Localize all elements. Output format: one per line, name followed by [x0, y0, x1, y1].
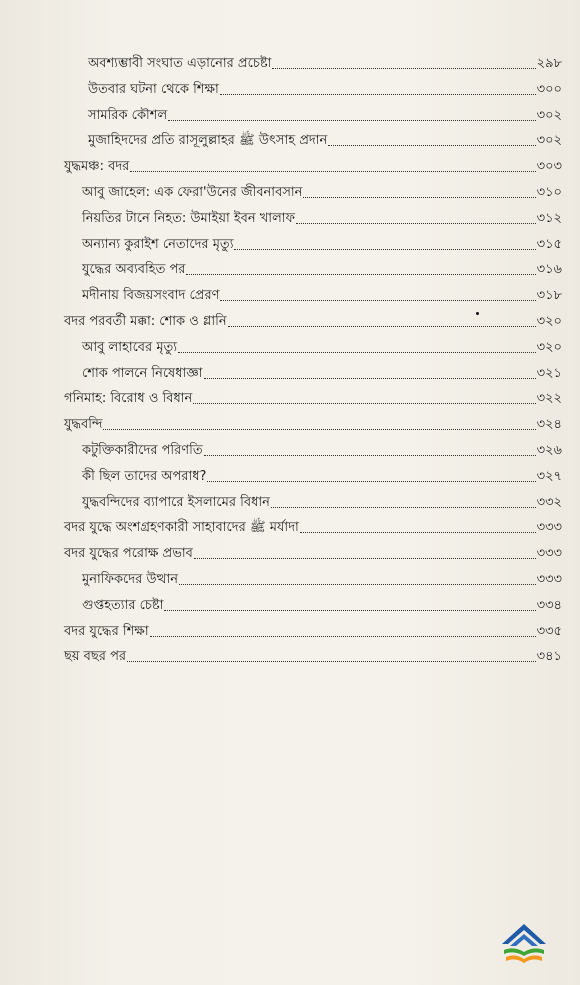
- toc-entry-title: যুদ্ধবন্দি: [64, 417, 103, 433]
- toc-dot-leader: [179, 584, 536, 585]
- toc-dot-leader: [303, 197, 535, 198]
- toc-entry-title: নিয়তির টানে নিহত: উমাইয়া ইবন খালাফ: [82, 210, 296, 226]
- toc-entry-page-number: ৩২৭: [536, 468, 562, 484]
- toc-entry-title: অন্যান্য কুরাইশ নেতাদের মৃত্যু: [82, 236, 234, 252]
- toc-entry-page-number: ৩৩৪: [536, 597, 562, 613]
- toc-entry-title: যুদ্ধের অব্যবহিত পর: [82, 262, 186, 278]
- toc-entry-title: যুদ্ধমঞ্চ: বদর: [64, 159, 130, 175]
- toc-entry-title: বদর পরবর্তী মক্কা: শোক ও গ্লানি: [64, 314, 227, 329]
- toc-entry: [82, 459, 562, 485]
- toc-entry: [88, 98, 562, 124]
- toc-entry-title: কটুক্তিকারীদের পরিণতি: [82, 443, 203, 458]
- toc-dot-leader: [103, 429, 535, 430]
- toc-entry: [82, 433, 562, 459]
- toc-entry-page-number: ৩২০: [536, 339, 562, 355]
- toc-dot-leader: [127, 661, 536, 662]
- toc-entry-title: বদর যুদ্ধের শিক্ষা: [64, 623, 149, 639]
- toc-dot-leader: [204, 455, 536, 456]
- toc-dot-leader: [178, 352, 536, 353]
- toc-entry-title: গুপ্তহত্যার চেষ্টা: [82, 597, 164, 613]
- toc-entry: [82, 562, 562, 588]
- publisher-logo-icon: [498, 920, 550, 968]
- toc-dot-leader: [164, 610, 535, 611]
- toc-entry-page-number: ৩৩৩: [536, 520, 562, 536]
- toc-dot-leader: [168, 120, 536, 121]
- toc-entry-page-number: ৩২৪: [536, 417, 562, 433]
- toc-entry-page-number: ৩১২: [536, 210, 562, 226]
- toc-entry: [82, 485, 562, 511]
- toc-entry-title: কী ছিল তাদের অপরাধ?: [82, 468, 207, 484]
- toc-entry-title: মদীনায় বিজয়সংবাদ প্রেরণ: [82, 288, 220, 304]
- toc-dot-leader: [193, 403, 535, 404]
- ink-speck: [476, 312, 479, 315]
- toc-entry-page-number: ৩৩৩: [536, 572, 562, 587]
- toc-dot-leader: [271, 507, 536, 508]
- toc-dot-leader: [272, 68, 535, 69]
- toc-entry: [82, 356, 562, 382]
- toc-entry-title: ছয় বছর পর: [64, 649, 127, 665]
- toc-dot-leader: [220, 300, 535, 301]
- toc-dot-leader: [296, 223, 536, 224]
- toc-entry-title: সামরিক কৌশল: [88, 107, 168, 123]
- logo-book-bottom-shape: [506, 955, 542, 963]
- toc-entry-title: মুজাহিদদের প্রতি রাসূলুল্লাহর ﷺ উৎসাহ প্রদান: [88, 133, 328, 149]
- toc-entry-title: আবু জাহেল: এক ফেরা'উনের জীবনাবসান: [82, 185, 303, 200]
- toc-dot-leader: [220, 94, 536, 95]
- toc-entry: [64, 149, 562, 175]
- toc-dot-leader: [328, 145, 535, 146]
- toc-entry: [64, 407, 562, 433]
- toc-entry-page-number: ৩৩৫: [536, 623, 562, 639]
- toc-dot-leader: [194, 558, 536, 559]
- logo-book-top-shape: [504, 948, 544, 956]
- toc-entry-title: শোক পালনে নিষেধাজ্ঞা: [82, 365, 203, 381]
- toc-entry: [64, 639, 562, 665]
- toc-entry-title: মুনাফিকদের উত্থান: [82, 572, 179, 587]
- toc-dot-leader: [130, 171, 535, 172]
- toc-entry-title: বদর যুদ্ধে অংশগ্রহণকারী সাহাবাদের ﷺ মর্যাদা: [64, 520, 299, 536]
- toc-entry-page-number: ৩২০: [536, 314, 562, 329]
- toc-dot-leader: [186, 274, 535, 275]
- toc-entry: [64, 510, 562, 536]
- toc-entry-page-number: ৩০২: [536, 133, 562, 149]
- toc-entry: [88, 123, 562, 149]
- toc-entry-page-number: ৩১৮: [536, 288, 562, 304]
- toc-dot-leader: [204, 378, 536, 379]
- toc-dot-leader: [207, 481, 535, 482]
- toc-dot-leader: [234, 249, 535, 250]
- toc-entry-page-number: ৩২১: [536, 365, 562, 381]
- toc-entry-title: যুদ্ধবন্দিদের ব্যাপারে ইসলামের বিধান: [82, 494, 270, 510]
- toc-entry-title: অবশ্যম্ভাবী সংঘাত এড়ানোর প্রচেষ্টা: [88, 56, 272, 71]
- toc-entry: [82, 201, 562, 227]
- toc-entry-page-number: ৩২২: [536, 391, 562, 407]
- toc-entry: [82, 278, 562, 304]
- toc-entry-page-number: ৩২৬: [536, 443, 562, 458]
- toc-entry: [82, 252, 562, 278]
- toc-entry-page-number: ৩১৬: [536, 262, 562, 278]
- toc-entry-page-number: ৩৩৩: [536, 546, 562, 562]
- toc-entry-title: আবু লাহাবের মৃত্যু: [82, 339, 178, 355]
- toc-entry-page-number: ৩০০: [536, 81, 562, 97]
- toc-entry-title: উতবার ঘটনা থেকে শিক্ষা: [88, 81, 219, 97]
- toc-dot-leader: [300, 532, 536, 533]
- toc-entry: [82, 330, 562, 356]
- toc-entry: [64, 304, 562, 330]
- toc-entry-page-number: ৩০২: [536, 107, 562, 123]
- toc-entry: [64, 614, 562, 640]
- toc-entry-page-number: ৩৩২: [536, 494, 562, 510]
- toc-entry-title: গনিমাহ: বিরোধ ও বিধান: [64, 391, 193, 407]
- toc-entry-page-number: ৩১৫: [536, 236, 562, 252]
- toc-entry: [64, 536, 562, 562]
- toc-entry-title: বদর যুদ্ধের পরোক্ষ প্রভাব: [64, 546, 193, 562]
- toc-entry-page-number: ৩৪১: [536, 649, 562, 665]
- toc-dot-leader: [228, 326, 536, 327]
- toc-entry: [82, 175, 562, 201]
- toc-entry: [88, 46, 562, 72]
- toc-dot-leader: [150, 636, 536, 637]
- toc-entry-page-number: ৩০৩: [536, 159, 562, 175]
- toc-entry-page-number: ২৯৮: [536, 56, 562, 71]
- toc-entry-page-number: ৩১০: [536, 185, 562, 200]
- toc-entry: [82, 227, 562, 253]
- toc-entry: [82, 588, 562, 614]
- toc-entry: [64, 381, 562, 407]
- toc-entry: [88, 72, 562, 98]
